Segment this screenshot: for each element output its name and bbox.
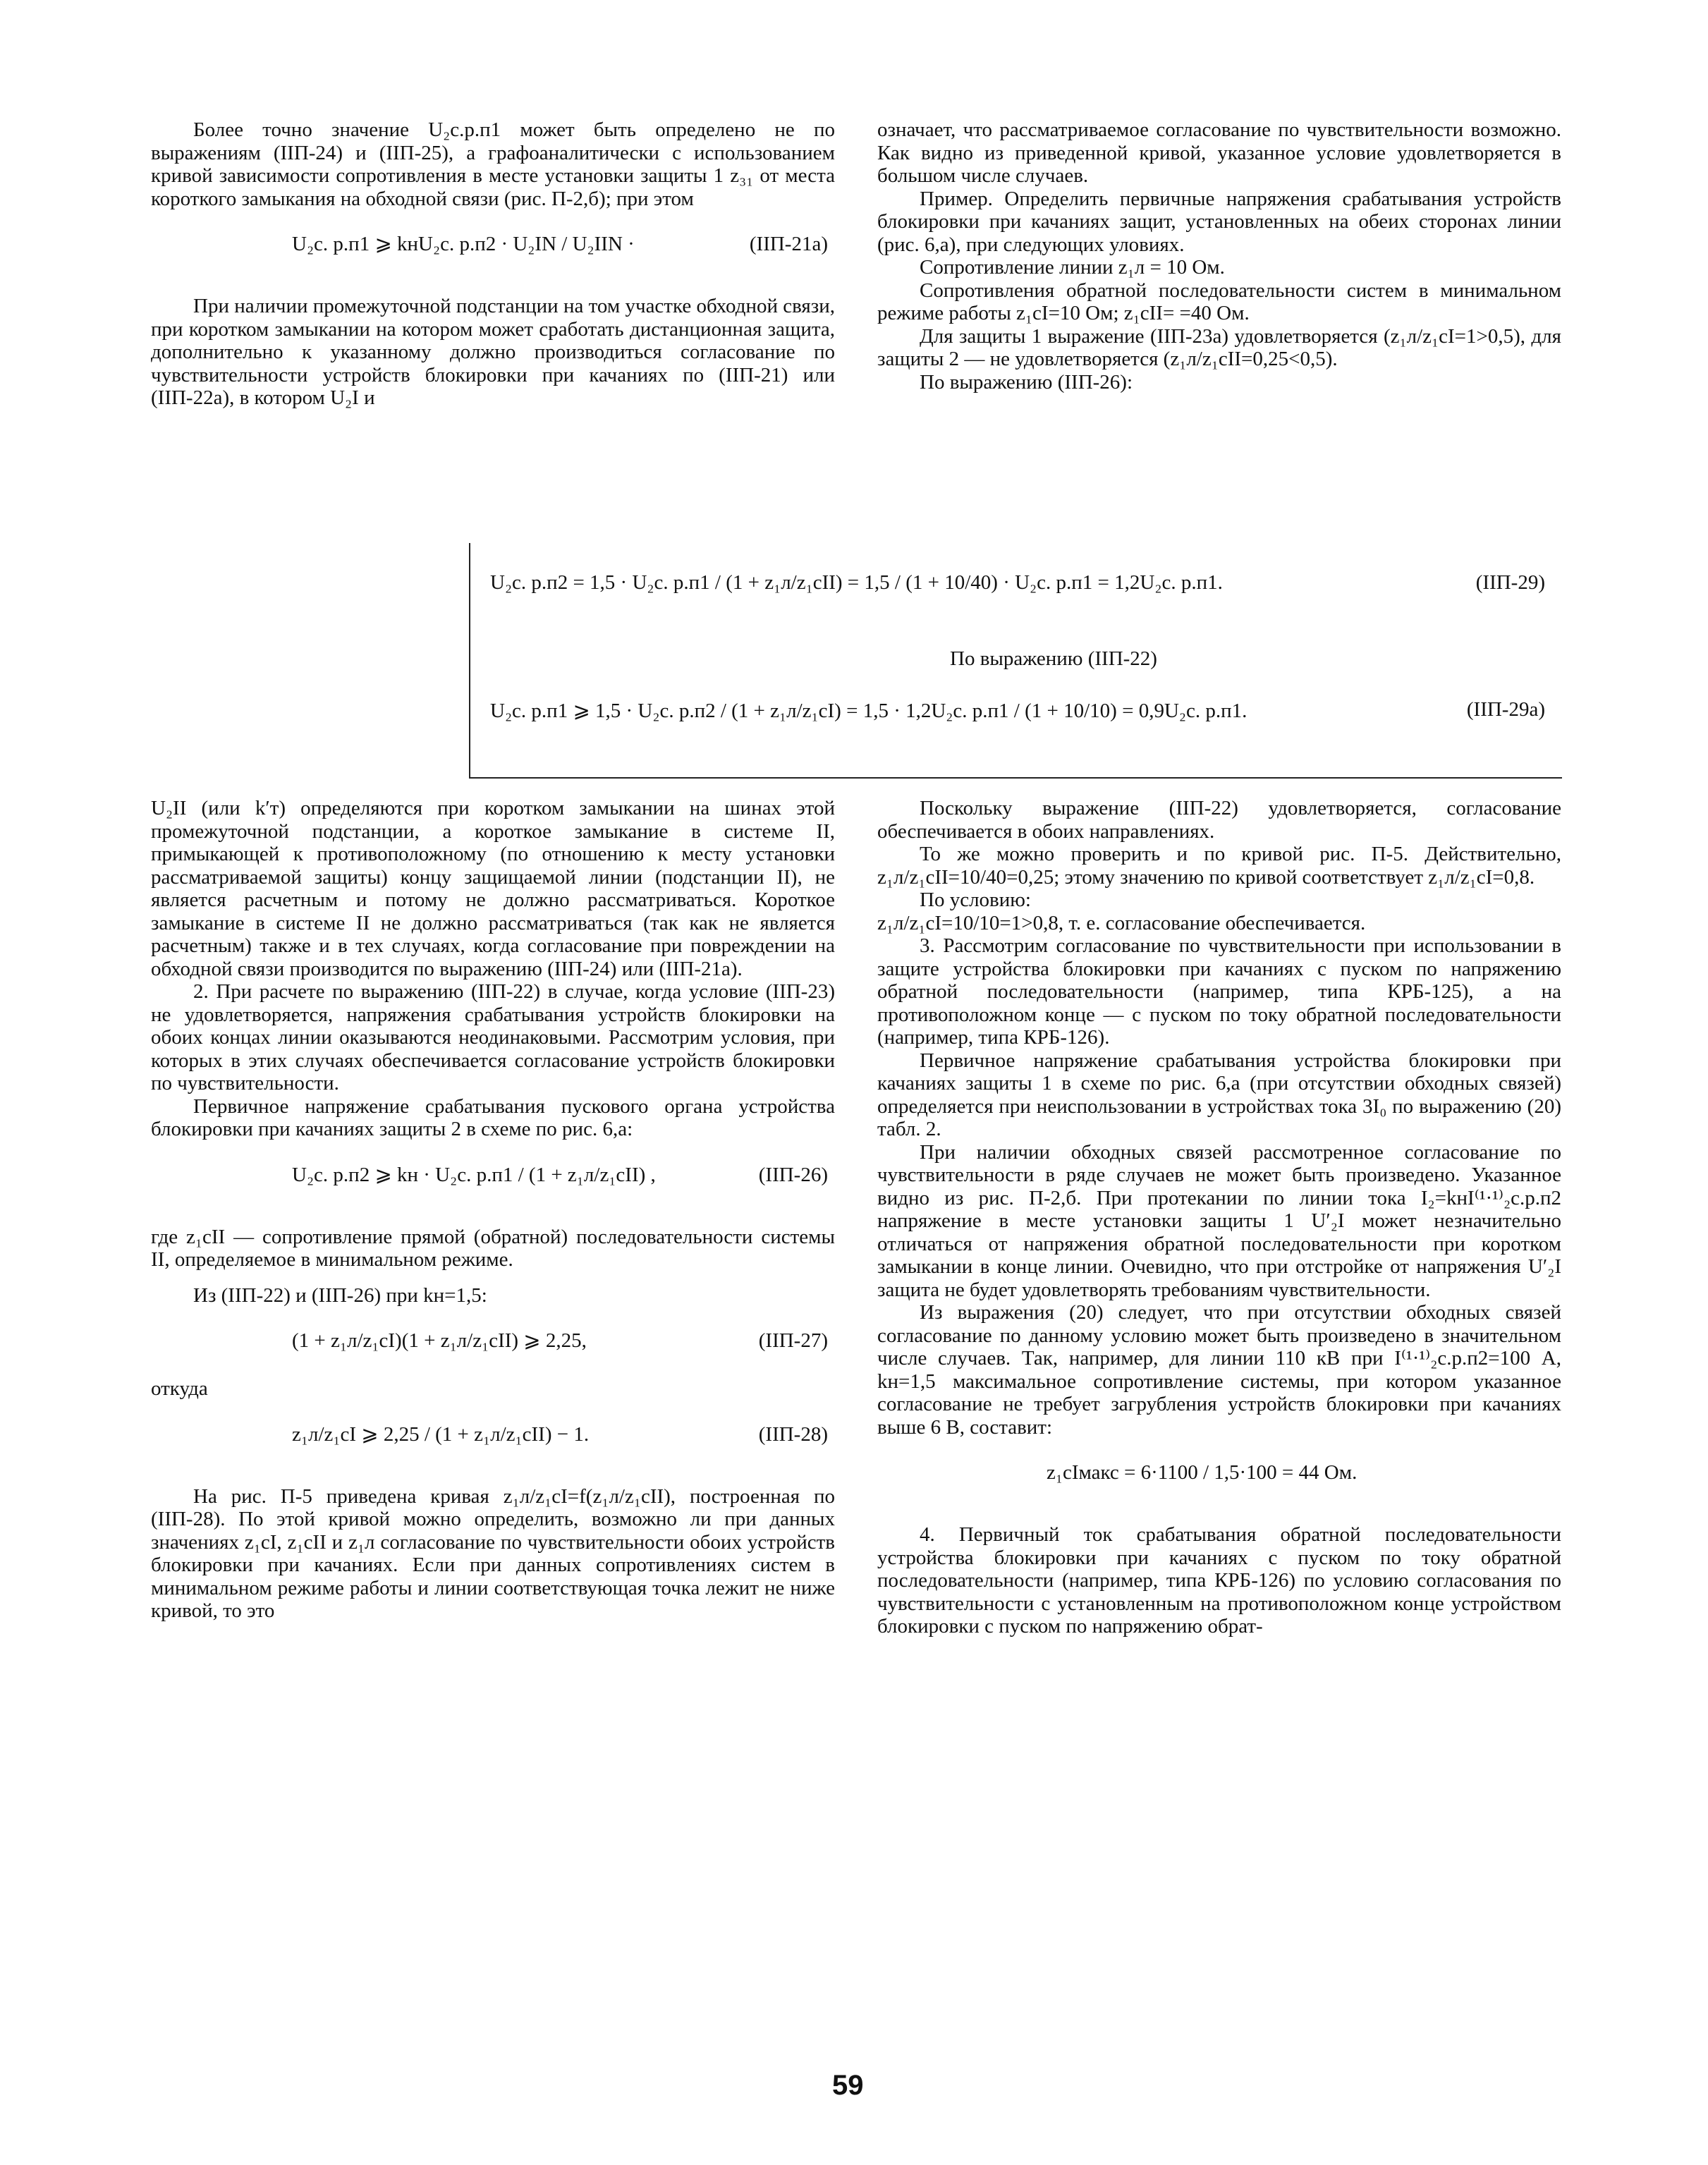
equation-number: (IIП-27): [758, 1329, 828, 1352]
paragraph: То же можно проверить и по кривой рис. П-5. Действительно, z₁л/z₁сII=10/40=0,25; этому значению по кривой соответствует z₁л/z₁сI=0,8.: [877, 843, 1561, 889]
paragraph: При наличии промежуточной подстанции на том участке обходной связи, при коротком замыкании на котором может сработать дистанционная защита, дополнительно к указанному должно производиться согласование по чувствительности устройств блокировки при качаниях по (IIП-21) или (IIП-22а), в котором U₂I и: [151, 295, 835, 409]
paragraph: Первичное напряжение срабатывания устройства блокировки при качаниях защиты 1 в схеме по рис. 6,а (при отсутствии обходных связей) определяется при неиспользовании в устройствах тока 3I₀ по выражению (20) табл. 2.: [877, 1049, 1561, 1140]
paragraph: 2. При расчете по выражению (IIП-22) в случае, когда условие (IIП-23) не удовлетворяется, напряжения срабатывания устройств блокировки на обоих концах линии оказываются неодинаковыми. Рассмотрим условия, при которых в этих случаях обеспечивается согласование устройств блокировки по чувствительности.: [151, 980, 835, 1094]
equation: z₁л/z₁сI ⩾ 2,25 / (1 + z₁л/z₁сII) − 1.: [292, 1422, 590, 1446]
left-column-bottom: [151, 797, 835, 1623]
paragraph: где z₁сII — сопротивление прямой (обратной) последовательности системы II, определяемое в минимальном режиме.: [151, 1225, 835, 1271]
right-column-bottom: [877, 797, 1561, 1638]
right-column-top: [877, 118, 1561, 394]
equation: U₂с. р.п2 ⩾ kн · U₂с. р.п1 / (1 + z₁л/z₁сII) ,: [292, 1163, 656, 1186]
equation-row: [490, 698, 1545, 723]
paragraph: 3. Рассмотрим согласование по чувствительности при использовании в защите устройства блокировки при качаниях с пуском по напряжению обратной последовательности (например, типа КРБ-125), а на противоположном конце — с пуском по току обратной последовательности (например, типа КРБ-126).: [877, 934, 1561, 1049]
equation: U₂с. р.п2 = 1,5 · U₂с. р.п1 / (1 + z₁л/z₁сII) = 1,5 / (1 + 10/40) · U₂с. р.п1 = 1,2U₂с. р.п1.: [490, 571, 1223, 594]
paragraph: При наличии обходных связей рассмотренное согласование по чувствительности в ряде случаев не может быть произведено. Указанное видно из рис. П-2,б. При протекании по линии тока I₂=kнI⁽¹·¹⁾₂с.р.п2 напряжение в месте установки защиты 1 U′₂I может незначительно отличаться от напряжения обратной последовательности при коротком замыкании в конце линии. Очевидно, что при отстройке от напряжения U′₂I защита не будет удовлетворять требованиям чувствительности.: [877, 1140, 1561, 1301]
equation-caption: По выражению (IIП-22): [950, 647, 1157, 670]
equation-block: [151, 210, 835, 295]
equation-number: (IIП-26): [758, 1163, 828, 1186]
equation: U₂с. р.п1 ⩾ kнU₂с. р.п2 · U₂IN / U₂IIN ·: [292, 233, 635, 255]
paragraph: Пример. Определить первичные напряжения срабатывания устройств блокировки при качаниях защит, установленных на обеих сторонах линии (рис. 6,а), при следующих уловиях.: [877, 187, 1561, 256]
paragraph: На рис. П-5 приведена кривая z₁л/z₁сI=f(z₁л/z₁сII), построенная по (IIП-28). По этой кривой можно определить, возможно ли при данных значениях z₁сI, z₁сII и z₁л согласование по чувствительности обоих устройств блокировки при качаниях. Если при данных сопротивлениях систем в минимальном режиме работы и линии соответствующая точка лежит не ниже кривой, то это: [151, 1484, 835, 1622]
paragraph: z₁л/z₁сI=10/10=1>0,8, т. е. согласование обеспечивается.: [877, 911, 1366, 934]
paragraph: U₂II (или k′т) определяются при коротком замыкании на шинах этой промежуточной подстанции, а короткое замыкание в системе II, примыкающей к противоположному (по отношению к месту установки рассматриваемой защиты) концу защищаемой линии (подстанции II), не является расчетным и потому не должно рассматриваться. Короткое замыкание в системе II не должно рассматриваться (так как не является расчетным) также и в тех случаях, когда согласование при повреждении на обходной связи производится по выражению (IIП-24) или (IIП-21а).: [151, 797, 835, 980]
paragraph: откуда: [151, 1377, 208, 1400]
paragraph: Из (IIП-22) и (IIП-26) при kн=1,5:: [193, 1283, 487, 1307]
left-column-top: [151, 118, 835, 410]
equation-block: [151, 1141, 835, 1226]
paragraph: 4. Первичный ток срабатывания обратной последовательности устройства блокировки при качаниях с пуском по току обратной последовательности (например, типа КРБ-126) по условию согласования по чувствительности с установленным на противоположном конце устройством блокировки с пуском по напряжению обрат-: [877, 1523, 1561, 1638]
equation: (1 + z₁л/z₁сI)(1 + z₁л/z₁сII) ⩾ 2,25,: [292, 1329, 587, 1352]
boxed-equations: [469, 543, 1562, 779]
equation-block: [151, 1307, 835, 1377]
equation: U₂с. р.п1 ⩾ 1,5 · U₂с. р.п2 / (1 + z₁л/z₁сI) = 1,5 · 1,2U₂с. р.п1 / (1 + 10/10) = 0,9U₂с. р.п1.: [490, 700, 1248, 722]
equation: z₁сIмакс = 6·1100 / 1,5·100 = 44 Ом.: [1047, 1461, 1358, 1484]
paragraph: означает, что рассматриваемое согласование по чувствительности возможно. Как видно из приведенной кривой, указанное условие удовлетворяется в большом числе случаев.: [877, 118, 1561, 187]
equation-number: (IIП-29): [1475, 571, 1545, 594]
paragraph: Поскольку выражение (IIП-22) удовлетворяется, согласование обеспечивается в обоих направлениях.: [877, 797, 1561, 843]
equation-block: [877, 1439, 1561, 1523]
paragraph: Первичное напряжение срабатывания пускового органа устройства блокировки при качаниях защиты 2 в схеме по рис. 6,а:: [151, 1094, 835, 1140]
paragraph: Сопротивление линии z₁л = 10 Ом.: [920, 256, 1225, 279]
page-number: 59: [832, 2070, 864, 2101]
paragraph: Для защиты 1 выражение (IIП-23а) удовлетворяется (z₁л/z₁сI=1>0,5), для защиты 2 — не удовлетворяется (z₁л/z₁сII=0,25<0,5).: [877, 324, 1561, 370]
equation-number: (IIП-21а): [749, 233, 828, 255]
paragraph: Из выражения (20) следует, что при отсутствии обходных связей согласование по данному условию может быть произведено в значительном числе случаев. Так, например, для линии 110 кВ при I⁽¹·¹⁾₂с.р.п2=100 А, kн=1,5 максимальное сопротивление системы, при котором указанное согласование не требует загрубления устройств блокировки при качаниях выше 6 В, составит:: [877, 1301, 1561, 1439]
paragraph: Более точно значение U₂с.р.п1 может быть определено не по выражениям (IIП-24) и (IIП-25), а графоаналитически с использованием кривой зависимости сопротивления в месте установки защиты 1 z₃₁ от места короткого замыкания на обходной связи (рис. П-2,б); при этом: [151, 118, 835, 210]
equation-number: (IIП-28): [758, 1422, 828, 1446]
equation-row: [490, 571, 1545, 594]
paragraph: Сопротивления обратной последовательности систем в минимальном режиме работы z₁сI=10 Ом; z₁сII= =40 Ом.: [877, 279, 1561, 324]
equation-block: [151, 1401, 835, 1485]
paragraph: По условию:: [920, 889, 1031, 911]
paragraph: По выражению (IIП-26):: [920, 370, 1133, 394]
equation-number: (IIП-29а): [1466, 698, 1545, 721]
